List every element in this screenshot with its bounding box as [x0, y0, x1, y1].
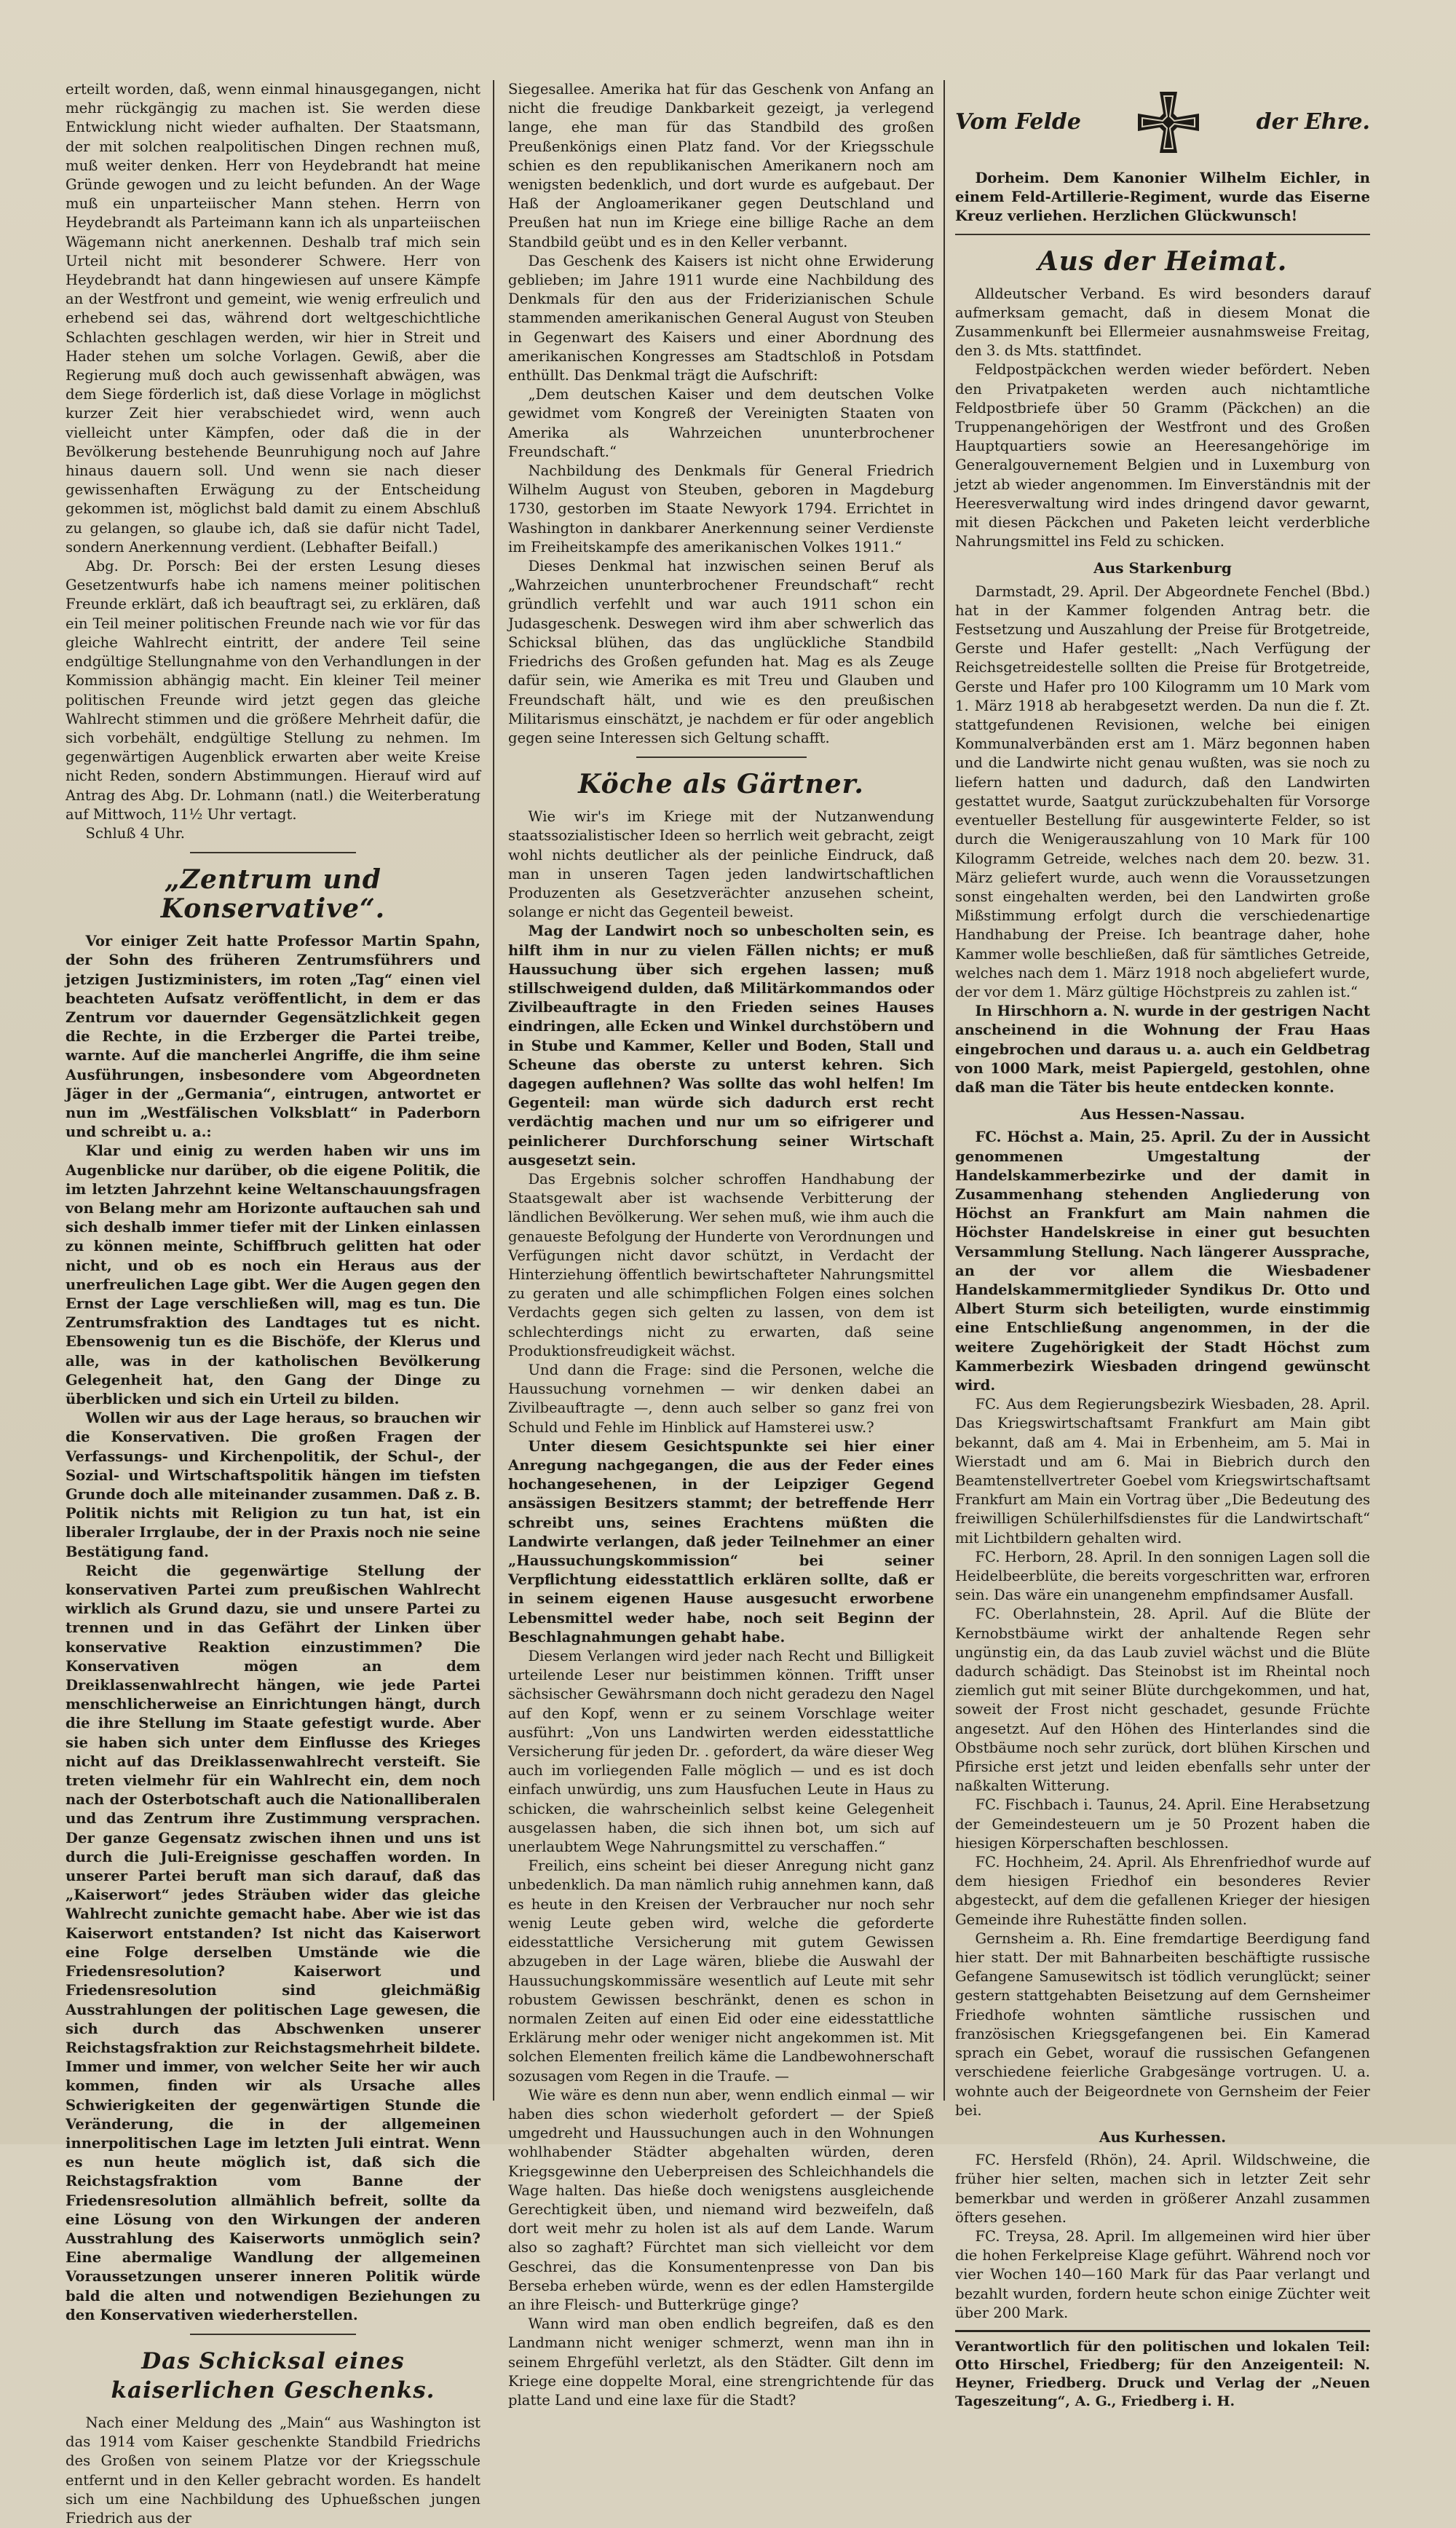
sub-heading: Aus Starkenburg: [1093, 559, 1232, 577]
divider: [636, 757, 807, 758]
feld-der-ehre-header: [955, 86, 1370, 159]
sub-heading: Aus Kurhessen.: [1099, 2128, 1227, 2146]
paragraph: erteilt worden, daß, wenn einmal hinausgegangen, nicht mehr rückgängig zu machen ist. Sie werden diese Entwicklung nicht wieder aufhalten. Der Staatsmann, der mit solchen realpolitischen Dingen rechnen muß, muß weiter denken. Herr von Heydebrandt hat meine Gründe gewogen und zu leicht befunden. An der Wage muß ein unparteiischer Mann stehen. Herrn von Heydebrandt als Parteimann kann ich als unparteiischen Wägemann nicht anerkennen. Deshalb traf mich sein Urteil nicht mit besonderer Schwere. Herr von Heydebrandt hat dann hingewiesen auf unsere Kämpfe an der Westfront und gemeint, wie wenig erfreulich und erhebend sei das, während dort weltgeschichtliche Schlachten geschlagen werden, wir hier in Streit und Hader stehen um solche Vorlagen. Gewiß, aber die Regierung muß doch auch gewissenhaft abwägen, was dem Siege förderlich ist, daß diese Vorlage in möglichst kurzer Zeit hier verabschiedet wird, wenn auch vielleicht unter Kämpfen, oder daß die in der Bevölkerung bestehende Beunruhigung noch auf Jahre hinaus dauern soll. Und wenn sie nach dieser gewissenhaften Erwägung zu der Entscheidung gekommen ist, möglichst bald damit zu einem Abschluß zu gelangen, so glaube ich, daß sie dafür nicht Tadel, sondern Anerkennung verdient. (Lebhafter Beifall.): [66, 81, 480, 556]
paragraph: In Hirschhorn a. N. wurde in der gestrigen Nacht anscheinend in die Wohnung der Frau Haas eingebrochen und daraus u. a. auch ein Geldbetrag von 1000 Mark, meist Papiergeld, gestohlen, ohne daß man die Täter bis heute entdecken konnte.: [955, 1003, 1370, 1096]
paragraph: Das Ergebnis solcher schroffen Handhabung der Staatsgewalt aber ist wachsende Verbitterung der ländlichen Bevölkerung. Wer sehen muß, wie ihm auch die genaueste Befolgung der Hunderte von Verordnungen und Verfügungen nicht davor schützt, in Verdacht der Hinterziehung öffentlich bewirtschafteter Nahrungsmittel zu geraten und alle schimpflichen Folgen eines solchen Verdachts gegen sich gelten zu lassen, von dem ist schlechterdings nicht zu erwarten, daß seine Produktionsfreudigkeit wächst.: [508, 1170, 934, 1359]
column-3: [955, 80, 1370, 2409]
paragraph: Wie wir's im Kriege mit der Nutzanwendung staatssozialistischer Ideen so herrlich weit gebracht, zeigt wohl nichts deutlicher als der peinliche Eindruck, daß man in unseren Tagen jeden landwirtschaftlichen Produzenten als Gesetzverächter anzusehen scheint, solange er nicht das Gegenteil beweist.: [508, 808, 934, 921]
column-rule: [943, 80, 945, 2101]
paragraph: Freilich, eins scheint bei dieser Anregung nicht ganz unbedenklich. Da man nämlich ruhig annehmen kann, daß es heute in den Kreisen der Verbraucher nur noch sehr wenig Leute geben wird, welche die geforderte eidesstattliche Versicherung mit gutem Gewissen abzugeben in der Lage wären, bliebe die Auswahl der Haussuchungskommissäre wesentlich auf Leute mit sehr robustem Gewissen beschränkt, denen es schon in normalen Zeiten auf einen Eid oder eine eidesstattliche Erklärung mehr oder weniger nicht angekommen ist. Mit solchen Elementen freilich käme die Landbewohnerschaft sozusagen vom Regen in die Traufe. —: [508, 1857, 934, 2085]
paragraph: FC. Höchst a. Main, 25. April. Zu der in Aussicht genommenen Umgestaltung der Handelskammerbezirke und der damit in Zusammenhang stehenden Angliederung von Höchst an Frankfurt am Main nahmen die Höchster Handelskreise in einer gut besuchten Versammlung Stellung. Nach längerer Aussprache, an der vor allem die Wiesbadener Handelskammermitglieder Syndikus Dr. Otto und Albert Sturm sich beteiligten, wurde einstimmig eine Entschließung angenommen, in der die weitere Zugehörigkeit der Stadt Höchst zum Kammerbezirk Wiesbaden dringend gewünscht wird.: [955, 1129, 1370, 1394]
article-heading: „Zentrum und Konservative“.: [160, 864, 386, 925]
paragraph: Wollen wir aus der Lage heraus, so brauchen wir die Konservativen. Die großen Fragen der Verfassungs- und Kirchenpolitik, der Schul-, der Sozial- und Wirtschaftspolitik hängen im tiefsten Grunde doch alle miteinander zusammen. Daß z. B. Politik nichts mit Religion zu tun hat, ist ein liberaler Irrglaube, der in der Praxis noch nie seine Bestätigung fand.: [66, 1410, 480, 1560]
paragraph: „Dem deutschen Kaiser und dem deutschen Volke gewidmet vom Kongreß der Vereinigten Staaten von Amerika als Wahrzeichen ununterbrochener Freundschaft.“: [508, 386, 934, 460]
divider: [190, 2334, 356, 2335]
paragraph: Mag der Landwirt noch so unbescholten sein, es hilft ihm in nur zu vielen Fällen nichts; er muß Haussuchung über sich ergehen lassen; muß stillschweigend dulden, daß Militärkommandos oder Zivilbeauftragte in den Frieden seines Hauses eindringen, alle Ecken und Winkel durchstöbern und in Stube und Kammer, Keller und Boden, Stall und Scheune das oberste zu unterst kehren. Sich dagegen auflehnen? Was sollte das wohl helfen! Im Gegenteil: man würde sich dadurch erst recht verdächtig machen und nur um so eifrigerer und peinlicherer Durchforschung seiner Wirtschaft ausgesetzt sein.: [508, 923, 934, 1169]
paragraph: Dieses Denkmal hat inzwischen seinen Beruf als „Wahrzeichen ununterbrochener Freundschaft“ recht gründlich verfehlt und war auch 1911 schon ein Judasgeschenk. Deswegen wird ihm aber schwerlich das Schicksal blühen, das das unglückliche Standbild Friedrichs des Großen gefunden hat. Mag es als Zeuge dafür sein, wie Amerika es mit Treu und Glauben und Freundschaft hält, und wie es den preußischen Militarismus einschätzt, je nachdem er für oder angeblich gegen seine Interessen sich Geltung schafft.: [508, 558, 934, 746]
section-heading: Aus der Heimat.: [1037, 245, 1288, 277]
paragraph: Schluß 4 Uhr.: [85, 824, 185, 842]
column-1: [66, 80, 480, 2527]
paragraph: FC. Treysa, 28. April. Im allgemeinen wird hier über die hohen Ferkelpreise Klage geführt. Während noch vor vier Wochen 140—160 Mark für das Paar verlangt und bezahlt wurden, fordern heute schon einige Züchter weit über 200 Mark.: [955, 2227, 1370, 2321]
paragraph: Das Geschenk des Kaisers ist nicht ohne Erwiderung geblieben; im Jahre 1911 wurde eine Nachbildung des Denkmals für den aus der Friderizianischen Schule stammenden amerikanischen General August von Steuben in Gegenwart des Kaisers und einer Abordnung des amerikanischen Kongresses am Stadtschloß in Potsdam enthüllt. Das Denkmal trägt die Aufschrift:: [508, 252, 934, 384]
paragraph: Dorheim. Dem Kanonier Wilhelm Eichler, in einem Feld-Artillerie-Regiment, wurde das Eiserne Kreuz verliehen. Herzlichen Glückwunsch!: [955, 170, 1370, 225]
column-2: [508, 80, 934, 2409]
paragraph: Feldpostpäckchen werden wieder befördert. Neben den Privatpaketen werden auch nichtamtliche Feldpostbriefe über 50 Gramm (Päckchen) an die Truppenangehörigen der Westfront und des Großen Hauptquartiers sowie an Heeresangehörige im Generalgouvernement Belgien und in Luxemburg von jetzt ab wieder angenommen. Im Einverständnis mit der Heeresverwaltung wird indes dringend davor gewarnt, mit diesen Päckchen und Paketen leicht verderbliche Nahrungsmittel ins Feld zu schicken.: [955, 361, 1370, 550]
paragraph: Diesem Verlangen wird jeder nach Recht und Billigkeit urteilende Leser nur beistimmen können. Trifft unser sächsischer Gewährsmann doch nicht geradezu den Nagel auf den Kopf, wenn er zu seinem Vorschlage weiter ausführt: „Von uns Landwirten werden eidesstattliche Versicherung für jeden Dr. . gefordert, da wäre dieser Weg auch im vorliegenden Falle möglich — und es ist doch einfach unwürdig, uns zum Hausfuchen Leute in Haus zu schicken, die wahrscheinlich selbst keine Gelegenheit ausgelassen haben, die sich ihnen bot, um sich auf unerlaubtem Wege Nahrungsmittel zu verschaffen.“: [508, 1648, 934, 1856]
paragraph: Darmstadt, 29. April. Der Abgeordnete Fenchel (Bbd.) hat in der Kammer folgenden Antrag betr. die Festsetzung und Auszahlung der Preise für Brotgetreide, Gerste und Hafer gestellt: „Nach Verfügung der Reichsgetreidestelle sollten die Preise für Brotgetreide, Gerste und Hafer pro 100 Kilogramm um 10 Mark vom 1. März 1918 ab herabgesetzt werden. Da nun die f. Zt. stattgefundenen Revisionen, welche bei einigen Kommunalverbänden erst am 1. März begonnen haben und die Landwirte nicht genau wußten, was sie noch zu liefern hatten und dadurch, daß den Landwirten gestattet wurde, Saatgut zurückzubehalten für Vorsorge eventueller Bestellung für ausgewinterte Felder, so ist durch die Wenigerauszahlung von 10 Mark für 100 Kilogramm Getreide, welches nach dem 20. bezw. 31. März geliefert wurde, auch wenn die Voraussetzungen sonst eingehalten werden, bei den Landwirten große Mißstimmung erfolgt durch die verschiedenartige Handhabung der Preise. Ich beantrage daher, hohe Kammer wolle beschließen, daß für sämtliches Getreide, welches nach dem 1. März 1918 noch abgeliefert wurde, der vor dem 1. März gültige Höchstpreis zu zahlen ist.“: [955, 582, 1370, 1000]
paragraph: FC. Hersfeld (Rhön), 24. April. Wildschweine, die früher hier selten, machen sich in letzter Zeit sehr bemerkbar und werden in größerer Anzahl zusammen öfters gesehen.: [955, 2152, 1370, 2226]
paragraph: FC. Oberlahnstein, 28. April. Auf die Blüte der Kernobstbäume wirkt der anhaltende Regen sehr ungünstig ein, da das Laub zuviel wächst und die Blüte dadurch schädigt. Das Steinobst ist im Rheintal noch ziemlich gut mit seiner Blüte durchgekommen, und hat, soweit der Frost nicht geschadet, gesunde Früchte angesetzt. Auf den Höhen des Hinterlandes sind die Obstbäume noch sehr zurück, dort blühen Kirschen und Pfirsiche erst jetzt und leiden ebenfalls sehr unter der naßkalten Witterung.: [955, 1605, 1370, 1795]
paragraph: FC. Aus dem Regierungsbezirk Wiesbaden, 28. April. Das Kriegswirtschaftsamt Frankfurt am Main gibt bekannt, daß am 4. Mai in Erbenheim, am 5. Mai in Wierstadt und am 6. Mai in Biebrich durch den Beamtenstellvertreter Goebel vom Kriegswirtschaftsamt Frankfurt am Main ein Vortrag über „Die Bedeutung des freiwilligen Schülerhilfsdienstes für die Landwirtschaft“ mit Lichtbildern gehalten wird.: [955, 1396, 1370, 1547]
paragraph: FC. Herborn, 28. April. In den sonnigen Lagen soll die Heidelbeerblüte, die bereits vorgeschritten war, erfroren sein. Das wäre ein unangenehm empfindsamer Ausfall.: [955, 1548, 1370, 1604]
paragraph: Reicht die gegenwärtige Stellung der konservativen Partei zum preußischen Wahlrecht wirklich als Grund dazu, sie und unsere Partei zu trennen und in das Gefährt der Linken über konservative Reaktion einzustimmen? Die Konservativen mögen an dem Dreiklassenwahlrecht hängen, wie jede Partei menschlicherweise an Einrichtungen hängt, durch die ihre Stellung im Staate gefestigt wurde. Aber sie haben sich unter dem Einflusse des Krieges nicht auf das Dreiklassenwahlrecht versteift. Sie treten vielmehr für ein Wahlrecht ein, dem noch nach der Osterbotschaft auch die Nationalliberalen und das Zentrum ihre Zustimmung versprachen. Der ganze Gegensatz zwischen ihnen und uns ist durch die Juli-Ereignisse geschaffen worden. In unserer Partei beruft man sich darauf, daß das „Kaiserwort“ jedes Sträuben wider das gleiche Wahlrecht zunichte gemacht habe. Aber wie ist das Kaiserwort entstanden? Ist nicht das Kaiserwort eine Folge derselben Umstände wie die Friedensresolution? Kaiserwort und Friedensresolution sind gleichmäßig Ausstrahlungen der politischen Lage gewesen, die sich durch das Abschwenken unserer Reichstagsfraktion zur Reichstagsmehrheit bildete. Immer und immer, von welcher Seite her wir auch kommen, finden wir als Ursache alles Schwierigkeiten der gegenwärtigen Stunde die Veränderung, die in der allgemeinen innerpolitischen Lage im letzten Juli eintrat. Wenn es nun heute möglich ist, daß sich die Reichstagsfraktion vom Banne der Friedensresolution allmählich befreit, sollte da eine Lösung von den Wirkungen der anderen Ausstrahlung des Kaiserworts unmöglich sein? Eine abermalige Wandlung der allgemeinen Voraussetzungen unserer inneren Politik würde bald die alten und notwendigen Beziehungen zu den Konservativen wiederherstellen.: [66, 1562, 480, 2323]
paragraph: Und dann die Frage: sind die Personen, welche die Haussuchung vornehmen — wir denken dabei an Zivilbeauftragte —, denn auch selber so ganz frei von Schuld und Fehle im Hinblick auf Hamsterei usw.?: [508, 1362, 934, 1436]
paragraph: FC. Fischbach i. Taunus, 24. April. Eine Herabsetzung der Gemeindesteuern um je 50 Prozent haben die hiesigen Körperschaften beschlossen.: [955, 1796, 1370, 1852]
column-rule: [493, 80, 494, 2101]
paragraph: Nach einer Meldung des „Main“ aus Washington ist das 1914 vom Kaiser geschenkte Standbild Friedrichs des Großen von seinem Platze vor der Kriegsschule entfernt und in den Keller gebracht worden. Es handelt sich um eine Nachbildung des Uphueßschen jungen Friedrich aus der: [66, 2414, 480, 2527]
imprint: Verantwortlich für den politischen und lokalen Teil: Otto Hirschel, Friedberg; für den Anzeigenteil: N. Heyner, Friedberg. Druck und Verlag der „Neuen Tageszeitung“, A. G., Friedberg i. H.: [955, 2330, 1370, 2411]
paragraph: Gernsheim a. Rh. Eine fremdartige Beerdigung fand hier statt. Der mit Bahnarbeiten beschäftigte russische Gefangene Samusewitsch ist tödlich verunglückt; seiner gestern stattgehabten Beisetzung auf dem Gernsheimer Friedhofe wohnten sämtliche russischen und französischen Kriegsgefangenen bei. Ein Kamerad sprach ein Gebet, worauf die russischen Gefangenen verschiedene feierliche Grabgesänge vortrugen. U. a. wohnte auch der Beigeordnete von Gernsheim der Feier bei.: [955, 1929, 1370, 2119]
iron-cross-icon: [1132, 86, 1205, 159]
paragraph: FC. Hochheim, 24. April. Als Ehrenfriedhof wurde auf dem hiesigen Friedhof ein besonderes Revier abgesteckt, auf dem die gefallenen Krieger der hiesigen Gemeinde ihre Ruhestätte finden sollen.: [955, 1854, 1370, 1928]
paragraph: Alldeutscher Verband. Es wird besonders darauf aufmerksam gemacht, daß in diesem Monat die Zusammenkunft bei Ellermeier ausnahmsweise Freitag, den 3. ds Mts. stattfindet.: [955, 285, 1370, 360]
feld-heading-right: der Ehre.: [1256, 108, 1370, 135]
feld-heading-left: Vom Felde: [955, 108, 1081, 135]
divider: [955, 234, 1370, 235]
paragraph: Nachbildung des Denkmals für General Friedrich Wilhelm August von Steuben, geboren in Magdeburg 1730, gestorben im Staate Newyork 1794. Errichtet in Washington in dankbarer Anerkennung seiner Verdienste im Freiheitskampfe des amerikanischen Volkes 1911.“: [508, 462, 934, 556]
article-heading: Das Schicksal eines kaiserlichen Geschenks.: [111, 2347, 435, 2403]
paragraph: Unter diesem Gesichtspunkte sei hier einer Anregung nachgegangen, die aus der Feder eines hochangesehenen, in der Leipziger Gegend ansässigen Besitzers stammt; der betreffende Herr schreibt uns, seines Erachtens müßten die Landwirte verlangen, daß jeder Teilnehmer an einer „Haussuchungskommission“ bei seiner Verpflichtung eidesstattlich erklären sollte, daß er in seinem eigenen Hause ausgesucht erworbene Lebensmittel weder habe, noch seit Beginn der Beschlagnahmungen gehabt habe.: [508, 1437, 934, 1646]
sub-heading: Aus Hessen-Nassau.: [1080, 1105, 1246, 1123]
paragraph: Klar und einig zu werden haben wir uns im Augenblicke nur darüber, ob die eigene Politik, die im letzten Jahrzehnt keine Weltanschauungsfragen von Belang mehr am Horizonte auftauchen sah und sich deshalb immer tiefer mit der Linken einlassen zu können meinte, Schiffbruch gelitten hat oder nicht, und ob es noch ein Heraus aus der unerfreulichen Lage gibt. Wer die Augen gegen den Ernst der Lage verschließen will, mag es tun. Die Zentrumsfraktion des Landtages tut es nicht. Ebensowenig tun es die Bischöfe, der Klerus und alle, was in der katholischen Bevölkerung Gelegenheit hat, den Gang der Dinge zu überblicken und sich ein Urteil zu bilden.: [66, 1142, 480, 1407]
article-heading: Köche als Gärtner.: [578, 769, 864, 800]
paragraph: Vor einiger Zeit hatte Professor Martin Spahn, der Sohn des früheren Zentrumsführers und jetzigen Justizministers, im roten „Tag“ einen viel beachteten Aufsatz veröffentlicht, in dem er das Zentrum vor dauernder Gegensätzlichkeit gegen die Rechte, in die Erzberger die Partei treibe, warnte. Auf die mancherlei Angriffe, die ihm seine Ausführungen, insbesondere vom Abgeordneten Jäger in der „Germania“, eintrugen, antwortet er nun im „Westfälischen Volksblatt“ in Paderborn und schreibt u. a.:: [66, 933, 480, 1141]
divider: [190, 852, 356, 853]
paragraph: Wann wird man oben endlich begreifen, daß es den Landmann nicht weniger schmerzt, wenn man ihn in seinem Ehrgefühl verletzt, als den Städter. Gilt denn im Kriege eine doppelte Moral, eine strengrichtende für das platte Land und eine laxe für die Stadt?: [508, 2315, 934, 2409]
paragraph: Abg. Dr. Porsch: Bei der ersten Lesung dieses Gesetzentwurfs habe ich namens meiner politischen Freunde erklärt, daß ich beauftragt sei, zu erklären, daß ein Teil meiner politischen Freunde nach wie vor für das gleiche Wahlrecht eintritt, der andere Teil seine endgültige Stellungnahme von den Verhandlungen in der Kommission abhängig macht. Ein kleiner Teil meiner politischen Freunde wird jetzt gegen das gleiche Wahlrecht stimmen und die größere Mehrheit dafür, die sich vorbehält, endgültige Stellung zu nehmen. Im gegenwärtigen Augenblick erwarten aber weite Kreise nicht Reden, sondern Abstimmungen. Hierauf wird auf Antrag des Abg. Dr. Lohmann (natl.) die Weiterberatung auf Mittwoch, 11½ Uhr vertagt.: [66, 558, 480, 823]
paragraph: Siegesallee. Amerika hat für das Geschenk von Anfang an nicht die freudige Dankbarkeit gezeigt, ja verlegend lange, ehe man für das Standbild des großen Preußenkönigs einen Platz fand. Vor der Kriegsschule schien es den republikanischen Amerikanern noch am wenigsten bedenklich, und dort wurde es aufgebaut. Der Haß der Angloamerikaner gegen Deutschland und Preußen hat nun im Kriege eine billige Rache an dem Standbild geübt und es in den Keller verbannt.: [508, 81, 934, 250]
paragraph: Wie wäre es denn nun aber, wenn endlich einmal — wir haben dies schon wiederholt gefordert — der Spieß umgedreht und Haussuchungen auch in den Wohnungen wohlhabender Städter abgehalten würden, deren Kriegsgewinne den Ueberpreisen des Schleichhandels die Wage halten. Das hieße doch wenigstens ausgleichende Gerechtigkeit üben, und niemand wird bezweifeln, daß dort weit mehr zu holen ist als auf dem Lande. Warum also so zaghaft? Fürchtet man sich vielleicht vor dem Geschrei, das die Konsumentenpresse von Dan bis Berseba erheben würde, wenn es der edlen Hamstergilde an ihre Fleisch- und Butterkrüge ginge?: [508, 2086, 934, 2313]
